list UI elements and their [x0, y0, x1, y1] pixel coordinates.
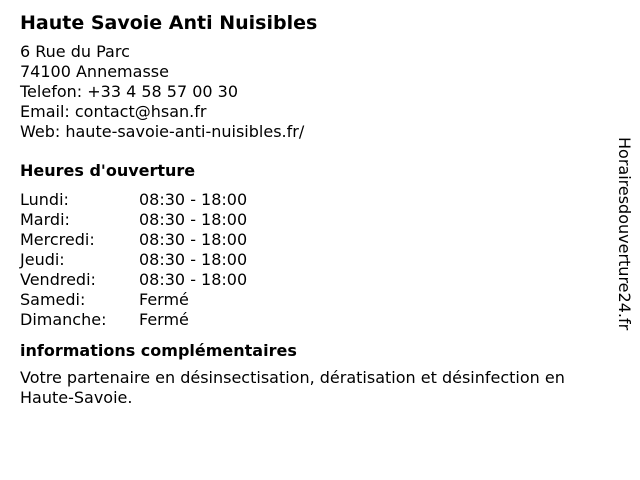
hours-row-tuesday: [20, 210, 610, 230]
hours-row-friday: [20, 270, 610, 290]
hours-row-sunday: [20, 310, 610, 330]
hours-heading: Heures d'ouverture: [20, 161, 196, 180]
address-street: 6 Rue du Parc: [20, 42, 130, 61]
phone-line: Telefon: +33 4 58 57 00 30: [20, 82, 239, 101]
day-label: Mardi:: [20, 210, 70, 229]
day-label: Mercredi:: [20, 230, 95, 249]
time-value: 08:30 - 18:00: [139, 250, 248, 269]
day-label: Vendredi:: [20, 270, 96, 289]
address-city: 74100 Annemasse: [20, 62, 169, 81]
contact-block: [20, 42, 610, 142]
time-value: 08:30 - 18:00: [139, 270, 248, 289]
info-heading: informations complémentaires: [20, 341, 297, 360]
time-value: 08:30 - 18:00: [139, 230, 248, 249]
web-line: Web: haute-savoie-anti-nuisibles.fr/: [20, 122, 305, 141]
hours-row-saturday: [20, 290, 610, 310]
hours-row-monday: [20, 190, 610, 210]
day-label: Samedi:: [20, 290, 86, 309]
info-text: Votre partenaire en désinsectisation, dératisation et désinfection en Haute-Savoie.: [20, 368, 565, 407]
day-label: Jeudi:: [20, 250, 65, 269]
watermark-text: Horairesdouverture24.fr: [615, 137, 634, 331]
time-value: Fermé: [139, 290, 189, 309]
business-name: Haute Savoie Anti Nuisibles: [20, 12, 318, 34]
hours-row-thursday: [20, 250, 610, 270]
day-label: Lundi:: [20, 190, 69, 209]
hours-table: [20, 190, 610, 330]
time-value: 08:30 - 18:00: [139, 190, 248, 209]
time-value: 08:30 - 18:00: [139, 210, 248, 229]
business-card: [20, 10, 610, 408]
day-label: Dimanche:: [20, 310, 107, 329]
time-value: Fermé: [139, 310, 189, 329]
hours-row-wednesday: [20, 230, 610, 250]
email-line: Email: contact@hsan.fr: [20, 102, 207, 121]
